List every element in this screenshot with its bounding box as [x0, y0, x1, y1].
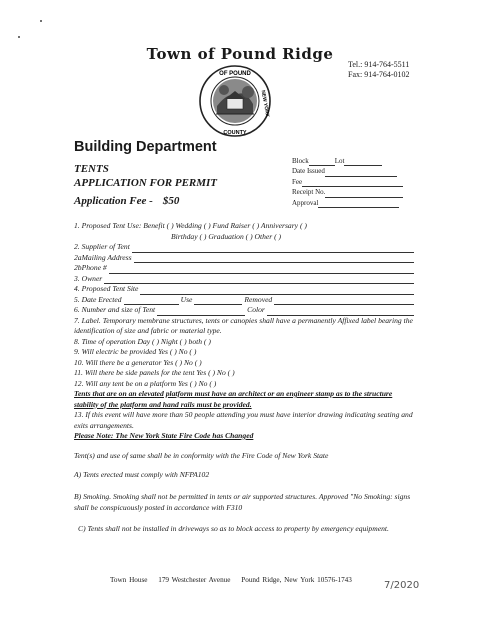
date-issued-blank[interactable]	[325, 170, 397, 177]
block-label: Block	[292, 157, 309, 165]
q5-removed-label: Removed	[244, 294, 273, 304]
q4-blank[interactable]	[140, 287, 414, 295]
receipt-label: Receipt No.	[292, 188, 326, 197]
fee-label: Application Fee -	[74, 195, 153, 207]
footer-address	[110, 576, 360, 584]
rule-c: C) Tents shall not be installed in driveways so as to block access to property by emergency equipment.	[78, 524, 389, 533]
receipt-row	[292, 187, 403, 197]
q5-row	[74, 295, 414, 306]
receipt-blank[interactable]	[325, 191, 403, 198]
q6-row	[74, 305, 414, 316]
department-heading: Building Department	[74, 139, 217, 155]
q8-label: 8. Time of operation Day ( ) Night ( ) both ( )	[74, 336, 211, 346]
q2a-label: 2aMailing Address	[74, 252, 132, 262]
lot-label: Lot	[334, 157, 345, 165]
q2-row	[74, 242, 414, 253]
footer-city: Pound Ridge, New York 10576-1743	[241, 576, 352, 584]
q2b-row	[74, 263, 414, 274]
telephone: Tel.: 914-764-5511	[348, 60, 410, 69]
q7-label: 7. Label. Temporary membrane structures, tents or canopies shall have a permanently Affixed label bearing the identification of size and fabric or material type.	[74, 315, 413, 335]
q5-erected-blank[interactable]	[124, 297, 179, 305]
footer-building: Town House	[110, 576, 148, 584]
q2a-row	[74, 253, 414, 264]
q1-tent-use-cont: Birthday ( ) Graduation ( ) Other ( )	[171, 231, 282, 241]
q2b-label: 2bPhone #	[74, 263, 107, 272]
town-seal	[198, 64, 272, 138]
q3-blank[interactable]	[104, 276, 414, 284]
q5-removed-blank[interactable]	[274, 297, 414, 305]
rules-intro: Tent(s) and use of same shall be in conformity with the Fire Code of New York State	[74, 451, 329, 460]
fee-amount: $50	[162, 195, 180, 207]
handwritten-date: 7/2020	[384, 580, 420, 591]
fax: Fax: 914-764-0102	[348, 70, 410, 79]
q1-tent-use: 1. Proposed Tent Use: Benefit ( ) Wedding ( ) Fund Raiser ( ) Anniversary ( )	[74, 221, 307, 230]
q6-label: 6. Number and size of Tent	[74, 305, 156, 314]
seal-text-bottom: COUNTY	[223, 130, 247, 136]
q2-blank[interactable]	[132, 245, 414, 253]
seal-text-top: OF POUND	[219, 71, 251, 77]
office-fee-blank[interactable]	[302, 180, 403, 187]
q12-label: 12. Will any tent be on a platform Yes ( ) No ( )	[74, 378, 217, 388]
q3-row	[74, 274, 414, 285]
scan-speck	[18, 36, 20, 38]
date-issued-label: Date Issued	[292, 167, 325, 176]
contact-info	[348, 60, 410, 80]
approval-row	[292, 198, 403, 208]
q5-use-blank[interactable]	[194, 297, 242, 305]
q5-erected-label: 5. Date Erected	[74, 294, 122, 304]
rule-b: B) Smoking. Smoking shall not be permitted in tents or air supported structures. Approved "No Smoking: signs shall be conspicuously posted in accordance with F310	[74, 492, 411, 512]
q4-row	[74, 284, 414, 295]
fire-code-note: Please Note: The New York State Fire Code has Changed	[74, 431, 254, 440]
q5-use-label: Use	[180, 294, 193, 304]
platform-warning: Tents that are on an elevated platform must have an architect or an engineer stamp as to the structure stability of the platform and hand rails must be provided.	[74, 389, 393, 409]
q10-label: 10. Will there be a generator Yes ( ) No ( )	[74, 357, 202, 367]
lot-blank[interactable]	[344, 159, 382, 166]
q6-color-label: Color	[247, 305, 265, 314]
rule-a: A) Tents erected must comply with NFPA102	[74, 470, 210, 479]
office-use-box	[292, 156, 403, 208]
q13-label: 13. If this event will have more than 50 people attending you must have interior drawing indicating seating and exits arrangements.	[74, 410, 413, 430]
footer-street: 179 Westchester Avenue	[158, 576, 231, 584]
approval-blank[interactable]	[318, 201, 399, 208]
q11-label: 11. Will there be side panels for the tent Yes ( ) No ( )	[74, 368, 235, 377]
date-issued-row	[292, 166, 403, 176]
form-subtitle: TENTS	[74, 163, 109, 175]
q6-color-blank[interactable]	[267, 308, 414, 316]
scan-speck	[40, 20, 42, 22]
block-lot-row	[292, 156, 403, 166]
approval-label: Approval	[292, 198, 319, 207]
application-fields	[74, 221, 414, 442]
q4-label: 4. Proposed Tent Site	[74, 284, 139, 293]
q2-label: 2. Supplier of Tent	[74, 242, 130, 251]
q3-label: 3. Owner	[74, 273, 103, 283]
seal-text-right: NEW YORK	[259, 89, 271, 118]
application-fee	[74, 195, 179, 207]
town-title: Town of Pound Ridge	[146, 45, 334, 63]
q2a-blank[interactable]	[134, 255, 414, 263]
block-blank[interactable]	[309, 159, 335, 166]
fee-row	[292, 177, 403, 187]
q2b-blank[interactable]	[109, 266, 414, 274]
q6-blank[interactable]	[157, 308, 245, 316]
office-fee-label: Fee	[292, 177, 303, 186]
form-title: APPLICATION FOR PERMIT	[74, 177, 218, 189]
q9-label: 9. Will electric be provided Yes ( ) No ( )	[74, 347, 197, 356]
